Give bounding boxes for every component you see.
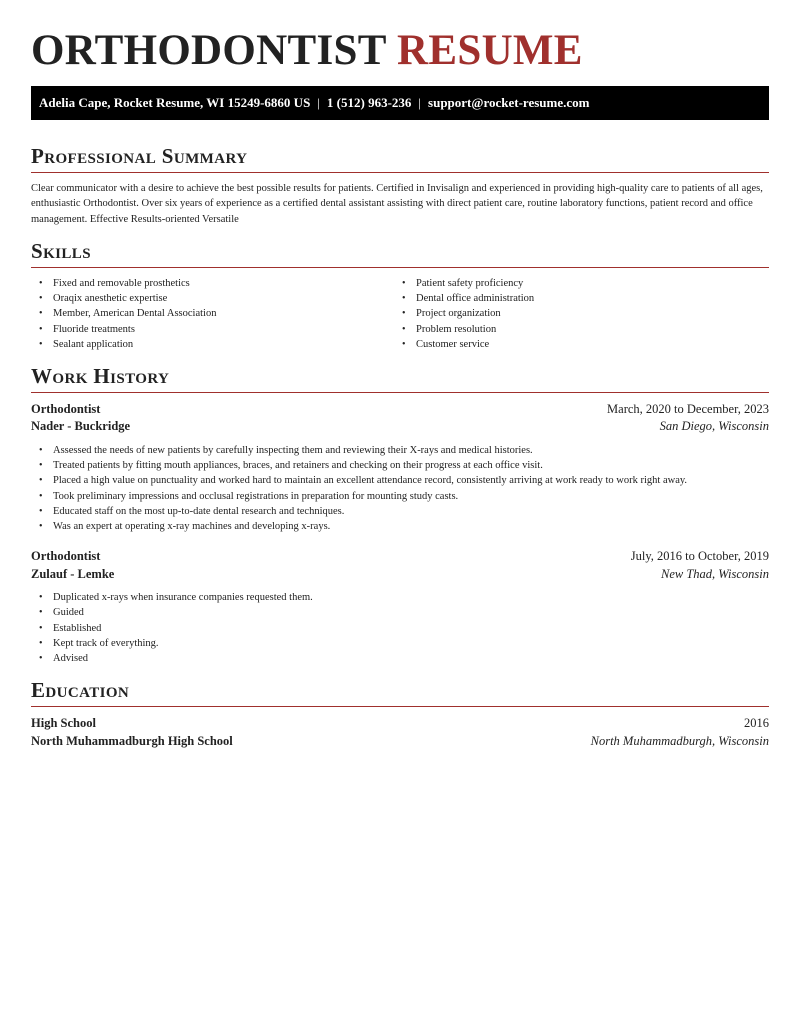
job-bullet: • Educated staff on the most up-to-date dental research and techniques. bbox=[31, 504, 769, 519]
skill-item: • Fluoride treatments bbox=[31, 322, 394, 337]
job-header-row bbox=[31, 401, 769, 419]
summary-text: Clear communicator with a desire to achieve the best possible results for patients. Certified in Invisalign and experienced in providing high-quality care to patients of all ages, enthusiastic Orthodontist. Over six years of experience as a certified dental assistant assisting with direct patient care, routine laboratory functions, patient record and office management. Effective Results-oriented Versatile bbox=[31, 183, 763, 225]
job-bullet: • Kept track of everything. bbox=[31, 636, 769, 651]
section-divider bbox=[31, 706, 769, 707]
job-bullet: • Treated patients by fitting mouth appliances, braces, and retainers and checking on their progress at each office visit. bbox=[31, 458, 769, 473]
job-subheader-row bbox=[31, 566, 769, 584]
contact-separator: | bbox=[317, 95, 320, 110]
skill-item: • Dental office administration bbox=[394, 291, 757, 306]
job-location: New Thad, Wisconsin bbox=[661, 566, 769, 581]
skill-item: • Sealant application bbox=[31, 337, 394, 352]
skill-item: • Oraqix anesthetic expertise bbox=[31, 291, 394, 306]
skill-item: • Patient safety proficiency bbox=[394, 276, 757, 291]
education-entry bbox=[31, 715, 769, 750]
education-section bbox=[31, 677, 769, 750]
title-accent: RESUME bbox=[397, 27, 583, 74]
skill-item: • Fixed and removable prosthetics bbox=[31, 276, 394, 291]
skill-item: • Project organization bbox=[394, 306, 757, 321]
education-school: North Muhammadburgh High School bbox=[31, 733, 233, 748]
job-subheader-row bbox=[31, 418, 769, 436]
section-divider bbox=[31, 172, 769, 173]
resume-title bbox=[31, 0, 769, 78]
job-entry bbox=[31, 548, 769, 666]
education-degree: High School bbox=[31, 716, 96, 731]
skill-item: • Customer service bbox=[394, 337, 757, 352]
education-header-row bbox=[31, 715, 769, 733]
job-bullets bbox=[31, 590, 769, 666]
job-bullet: • Was an expert at operating x-ray machines and developing x-rays. bbox=[31, 519, 769, 534]
contact-address: Adelia Cape, Rocket Resume, WI 15249-6860 US bbox=[39, 95, 311, 110]
contact-bar bbox=[31, 86, 769, 120]
work-history-heading: Work History bbox=[31, 363, 170, 388]
job-dates: March, 2020 to December, 2023 bbox=[607, 401, 769, 416]
job-company: Nader - Buckridge bbox=[31, 419, 131, 434]
contact-separator: | bbox=[418, 95, 422, 110]
skills-left-column bbox=[31, 276, 394, 352]
job-location: San Diego, Wisconsin bbox=[659, 419, 769, 434]
section-divider bbox=[31, 267, 769, 268]
job-bullet: • Placed a high value on punctuality and worked hard to maintain an excellent attendance record, consistently arriving at work ready to work right away. bbox=[31, 473, 769, 488]
job-entry bbox=[31, 401, 769, 534]
job-title: Orthodontist bbox=[31, 401, 101, 416]
job-title: Orthodontist bbox=[31, 549, 101, 564]
work-history-section bbox=[31, 363, 769, 666]
job-dates: July, 2016 to October, 2019 bbox=[630, 549, 769, 564]
job-bullets bbox=[31, 443, 769, 534]
contact-email: support@rocket-resume.com bbox=[428, 95, 590, 110]
section-divider bbox=[31, 392, 769, 393]
skills-heading: Skills bbox=[31, 238, 91, 263]
job-bullet: • Guided bbox=[31, 605, 769, 620]
job-bullet: • Took preliminary impressions and occlusal registrations in preparation for mounting study casts. bbox=[31, 489, 769, 504]
education-year: 2016 bbox=[744, 716, 769, 731]
contact-phone: 1 (512) 963-236 bbox=[326, 95, 412, 110]
education-heading: Education bbox=[31, 678, 130, 703]
job-header-row bbox=[31, 548, 769, 566]
title-main: ORTHODONTIST bbox=[31, 27, 386, 74]
skill-item: • Member, American Dental Association bbox=[31, 306, 394, 321]
job-company: Zulauf - Lemke bbox=[31, 566, 115, 581]
education-subheader-row bbox=[31, 733, 769, 751]
resume-page bbox=[31, 0, 769, 750]
education-location: North Muhammadburgh, Wisconsin bbox=[590, 733, 769, 748]
skills-grid bbox=[31, 276, 769, 352]
skills-right-column bbox=[394, 276, 757, 352]
job-bullet: • Duplicated x-rays when insurance companies requested them. bbox=[31, 590, 769, 605]
job-bullet: • Assessed the needs of new patients by carefully inspecting them and reviewing their X-rays and medical histories. bbox=[31, 443, 769, 458]
summary-heading: Professional Summary bbox=[31, 144, 248, 168]
skills-section bbox=[31, 238, 769, 352]
summary-section bbox=[31, 143, 769, 227]
job-bullet: • Advised bbox=[31, 651, 769, 666]
job-bullet: • Established bbox=[31, 621, 769, 636]
skill-item: • Problem resolution bbox=[394, 322, 757, 337]
